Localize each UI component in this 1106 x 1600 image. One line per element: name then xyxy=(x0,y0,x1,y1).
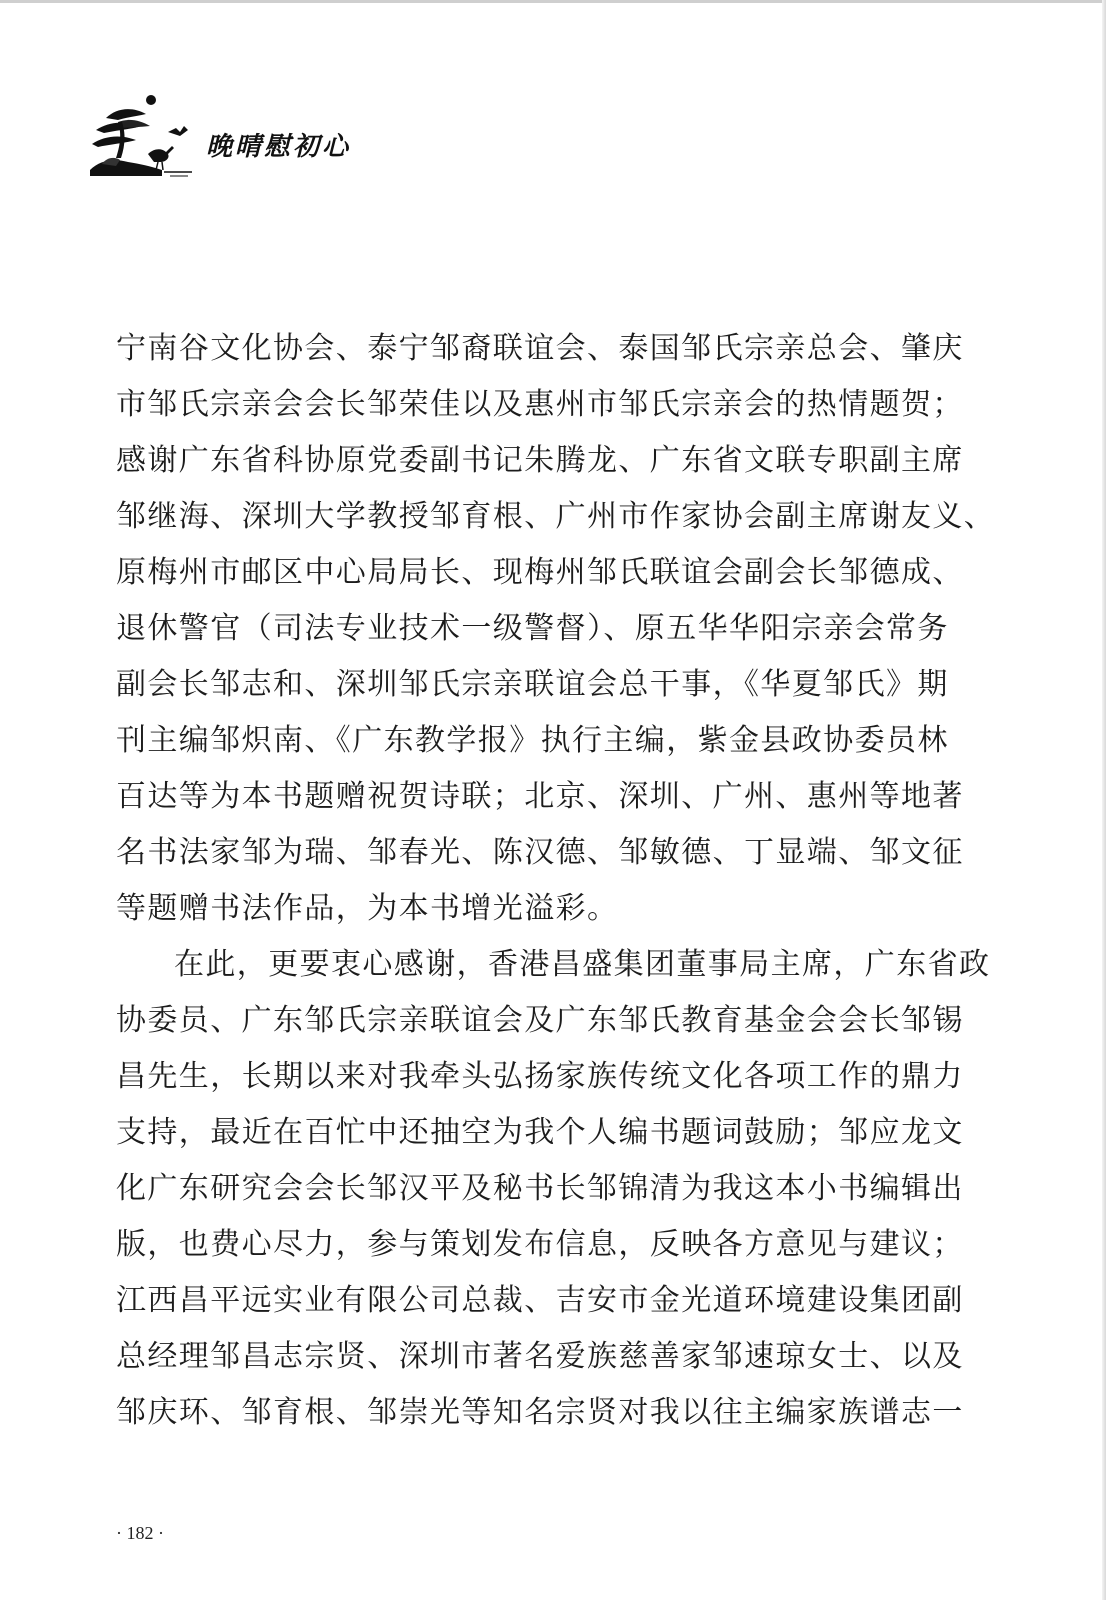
text-line: 名书法家邹为瑞、邹春光、陈汉德、邹敏德、丁显端、邹文征 xyxy=(116,835,964,870)
text-line: 原梅州市邮区中心局局长、现梅州邹氏联谊会副会长邹德成、 xyxy=(116,555,964,590)
text-line: 感谢广东省科协原党委副书记朱腾龙、广东省文联专职副主席 xyxy=(116,443,964,478)
page-right-edge xyxy=(1102,0,1106,1600)
text-line: 版，也费心尽力，参与策划发布信息，反映各方意见与建议； xyxy=(116,1227,964,1262)
book-title: 晚晴慰初心 xyxy=(206,132,352,162)
paragraph-first-line: 在此，更要衷心感谢，香港昌盛集团董事局主席，广东省政 xyxy=(174,947,991,982)
text-line: 退休警官（司法专业技术一级警督）、原五华华阳宗亲会常务 xyxy=(116,611,949,646)
page-top-edge xyxy=(0,0,1106,3)
text-line: 江西昌平远实业有限公司总裁、吉安市金光道环境建设集团副 xyxy=(116,1283,964,1318)
text-line: 市邹氏宗亲会会长邹荣佳以及惠州市邹氏宗亲会的热情题贺； xyxy=(116,387,964,422)
text-line: 昌先生，长期以来对我牵头弘扬家族传统文化各项工作的鼎力 xyxy=(116,1059,964,1094)
text-line: 宁南谷文化协会、泰宁邹裔联谊会、泰国邹氏宗亲总会、肇庆 xyxy=(116,331,964,366)
running-header xyxy=(88,92,418,182)
text-line: 刊主编邹炽南、《广东教学报》执行主编，紫金县政协委员林 xyxy=(116,723,949,758)
text-line: 副会长邹志和、深圳邹氏宗亲联谊会总干事，《华夏邹氏》期 xyxy=(116,667,949,702)
text-line: 邹庆环、邹育根、邹崇光等知名宗贤对我以往主编家族谱志一 xyxy=(116,1395,964,1430)
pine-tree-crane-moon-icon xyxy=(88,92,198,178)
text-line: 总经理邹昌志宗贤、深圳市著名爱族慈善家邹速琼女士、以及 xyxy=(116,1339,964,1374)
text-line: 邹继海、深圳大学教授邹育根、广州市作家协会副主席谢友义、 xyxy=(116,499,996,534)
text-line: 百达等为本书题赠祝贺诗联；北京、深圳、广州、惠州等地著 xyxy=(116,779,964,814)
text-line: 协委员、广东邹氏宗亲联谊会及广东邹氏教育基金会会长邹锡 xyxy=(116,1003,964,1038)
text-line: 等题赠书法作品，为本书增光溢彩。 xyxy=(116,891,619,926)
text-line: 化广东研究会会长邹汉平及秘书长邹锦清为我这本小书编辑出 xyxy=(116,1171,964,1206)
page-number: · 182 · xyxy=(116,1523,164,1543)
text-line: 支持，最近在百忙中还抽空为我个人编书题词鼓励；邹应龙文 xyxy=(116,1115,964,1150)
